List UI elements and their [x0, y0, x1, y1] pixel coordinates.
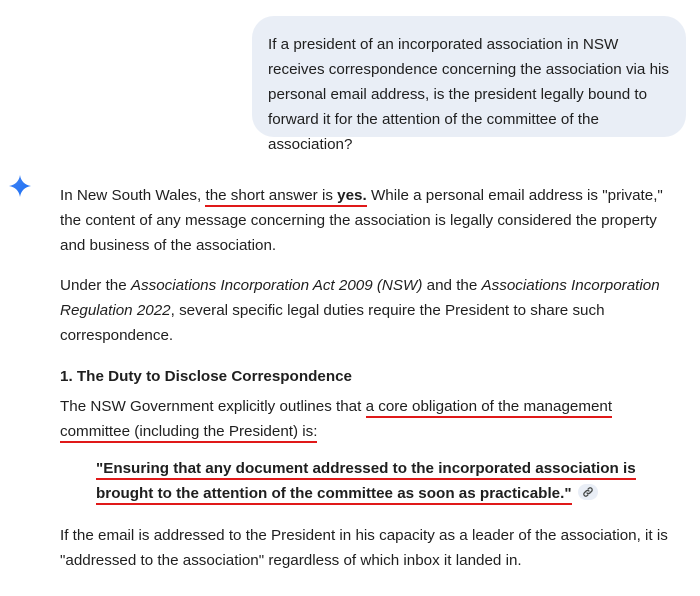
text: Under the — [60, 277, 131, 294]
regulation-title: Associations Incorporation Regulation 2022 — [60, 277, 660, 319]
text: and the — [422, 277, 482, 294]
response-paragraph: If the email is addressed to the President in his capacity as a leader of the association, it is "addressed to the association" regardless of which inbox it landed in. — [60, 527, 668, 569]
quote-text: "Ensuring that any document addressed to the incorporated association is brought to the attention of the committee as soon as practicable." — [96, 460, 636, 505]
blockquote — [96, 456, 686, 506]
text: , several specific legal duties require the President to share such correspondence. — [60, 302, 605, 344]
response-paragraph — [60, 394, 686, 444]
text: the short answer is — [205, 187, 338, 204]
text: The NSW Government explicitly outlines that — [60, 398, 366, 415]
text: While a personal email address is "private," the content of any message concerning the association is legally considered the property and business of the association. — [60, 187, 663, 254]
act-title: Associations Incorporation Act 2009 (NSW) — [130, 277, 423, 294]
assistant-response — [60, 183, 686, 573]
response-paragraph — [60, 273, 686, 348]
highlighted-answer — [205, 187, 366, 207]
text: In New South Wales, — [60, 187, 206, 204]
gemini-spark-icon — [9, 175, 31, 197]
user-message-text: If a president of an incorporated association in NSW receives correspondence concerning the association via his personal email address, is the president legally bound to forward it for the attention of the committee of the association? — [268, 36, 670, 153]
citation-link-button[interactable] — [578, 484, 598, 500]
link-icon — [582, 486, 594, 498]
highlighted-obligation: a core obligation of the management committee (including the President) is: — [60, 398, 612, 443]
section-heading: 1. The Duty to Disclose Correspondence — [60, 368, 353, 385]
response-paragraph — [60, 183, 686, 258]
user-message-bubble — [252, 16, 686, 153]
answer-yes: yes. — [337, 187, 367, 204]
